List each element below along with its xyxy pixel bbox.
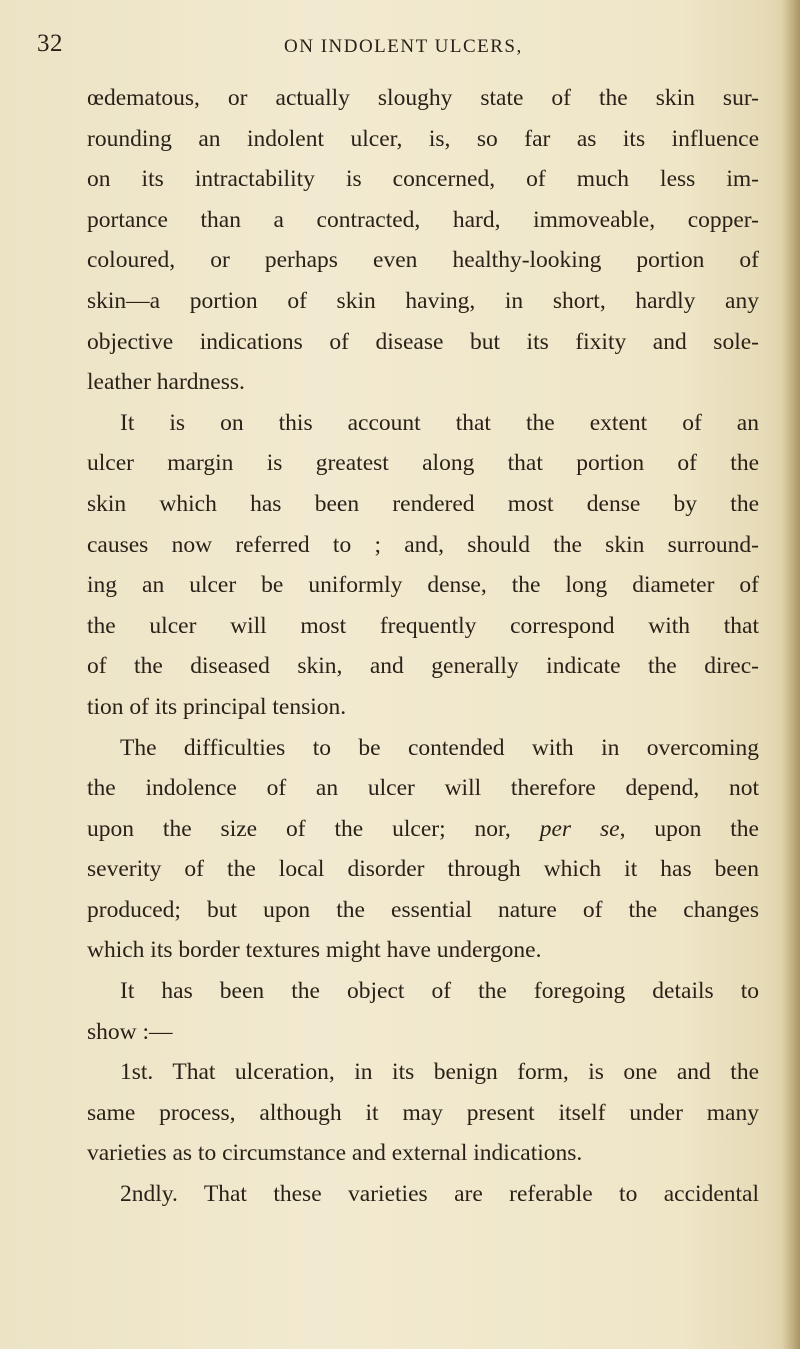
text-line: causes now referred to ; and, should the skin surround- [87,531,759,558]
text-line: rounding an indolent ulcer, is, so far as its influence [87,125,759,152]
text-line: The difficulties to be contended with in overcoming [120,734,759,761]
text-line: produced; but upon the essential nature of the changes [87,896,759,923]
page-edge-shadow [782,0,800,1349]
running-head: ON INDOLENT ULCERS, [284,36,523,57]
text-line: It is on this account that the extent of an [120,409,759,436]
text-line: tion of its principal tension. [87,693,347,720]
text-line: 2ndly. That these varieties are referable to accidental [120,1181,759,1208]
text-line: coloured, or perhaps even healthy-looking portion of [87,247,759,274]
text-line: skin—a portion of skin having, in short, hardly any [87,287,759,314]
body-text [87,78,759,1215]
text-line: severity of the local disorder through which it has been [87,856,759,883]
text-line: the indolence of an ulcer will therefore depend, not [87,775,759,802]
page-number: 32 [37,30,63,57]
text-line: varieties as to circumstance and external indications. [87,1140,583,1167]
text-line: leather hardness. [87,369,245,396]
text-line: It has been the object of the foregoing details to [120,978,759,1005]
text-line: portance than a contracted, hard, immoveable, copper- [87,206,759,233]
text-line: on its intractability is concerned, of much less im- [87,166,759,193]
italic-phrase: per se [539,815,620,842]
text-line: œdematous, or actually sloughy state of the skin sur- [87,85,759,111]
text-line: ulcer margin is greatest along that portion of the [87,450,759,477]
page-header [0,30,800,64]
text-line: show :— [87,1018,173,1045]
text-line: objective indications of disease but its fixity and sole- [87,328,759,355]
text-line: the ulcer will most frequently correspond with that [87,612,759,639]
text-line-per-se: upon the size of the ulcer; nor, per se, upon the [87,815,759,842]
text-line: skin which has been rendered most dense by the [87,490,759,517]
text-line: 1st. That ulceration, in its benign form, is one and the [120,1059,759,1086]
text-line: of the diseased skin, and generally indicate the direc- [87,653,759,680]
text-line: ing an ulcer be uniformly dense, the long diameter of [87,572,759,599]
text-line: which its border textures might have undergone. [87,937,542,964]
text-line: same process, although it may present itself under many [87,1099,759,1126]
